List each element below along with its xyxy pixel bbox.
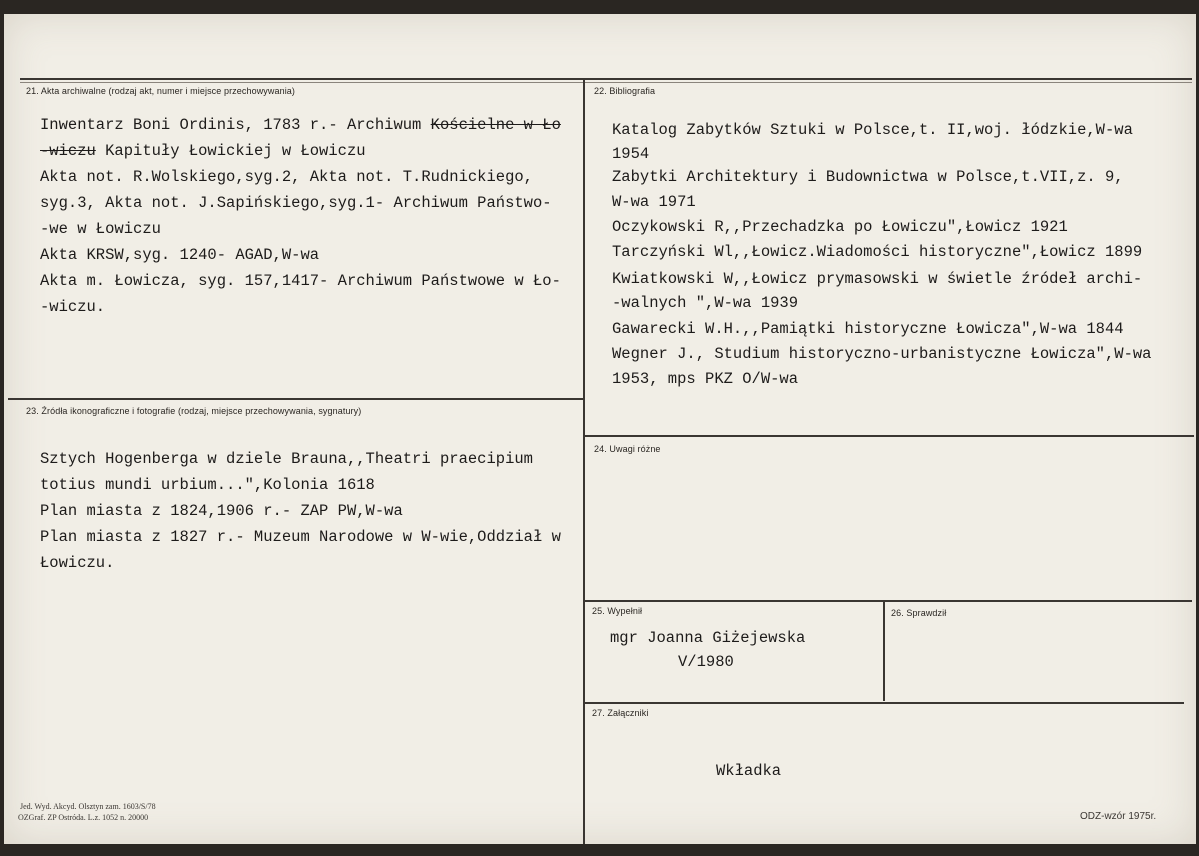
- divider-22-24: [584, 435, 1194, 437]
- section-21-line-6: Akta KRSW,syg. 1240- AGAD,W-wa: [40, 246, 320, 264]
- section-23-label: 23. Źródła ikonograficzne i fotografie (rodzaj, miejsce przechowywania, sygnatury): [26, 406, 362, 416]
- section-21-line-5: -we w Łowiczu: [40, 220, 161, 238]
- section-27-label: 27. Załączniki: [592, 708, 649, 718]
- section-22-line-9: Gawarecki W.H.,,Pamiątki historyczne Łowicza",W-wa 1844: [612, 320, 1124, 338]
- form-version: ODZ-wzór 1975r.: [1080, 811, 1157, 822]
- section-22-line-10: Wegner J., Studium historyczno-urbanistyczne Łowicza",W-wa: [612, 345, 1152, 363]
- divider-24-25: [584, 600, 1192, 602]
- section-23-line-1: Sztych Hogenberga w dziele Brauna,,Theatri praecipium: [40, 450, 533, 468]
- section-21-line-7: Akta m. Łowicza, syg. 157,1417- Archiwum Państwowe w Ło-: [40, 272, 561, 290]
- divider-25-26: [883, 601, 885, 701]
- section-25-label: 25. Wypełnił: [592, 606, 643, 616]
- section-22-line-11: 1953, mps PKZ O/W-wa: [612, 370, 799, 388]
- center-divider: [583, 78, 585, 844]
- divider-21-23: [8, 398, 584, 400]
- section-22-line-1: Katalog Zabytków Sztuki w Polsce,t. II,woj. łódzkie,W-wa: [612, 121, 1133, 139]
- section-23-line-4: Plan miasta z 1827 r.- Muzeum Narodowe w W-wie,Oddział w: [40, 528, 561, 546]
- section-21-line-1: Inwentarz Boni Ordinis, 1783 r.- Archiwum Kościelne w Ło: [40, 116, 561, 134]
- section-21-line-3: Akta not. R.Wolskiego,syg.2, Akta not. T.Rudnickiego,: [40, 168, 533, 186]
- section-22-line-8: -walnych ",W-wa 1939: [612, 294, 799, 312]
- attachment-text: Wkładka: [716, 762, 782, 780]
- section-22-line-4: W-wa 1971: [612, 193, 696, 211]
- section-21-label: 21. Akta archiwalne (rodzaj akt, numer i miejsce przechowywania): [26, 86, 296, 96]
- section-22-line-2: 1954: [612, 145, 650, 163]
- section-22-label: 22. Bibliografia: [594, 86, 656, 96]
- section-23-line-3: Plan miasta z 1824,1906 r.- ZAP PW,W-wa: [40, 502, 403, 520]
- divider-25-27: [584, 702, 1184, 704]
- section-23-line-2: totius mundi urbium...",Kolonia 1618: [40, 476, 375, 494]
- section-24-label: 24. Uwagi różne: [594, 444, 661, 454]
- printer-info-line-2: OZGraf. ZP Ostróda. L.z. 1052 n. 20000: [18, 813, 149, 822]
- section-26-label: 26. Sprawdził: [891, 608, 947, 618]
- record-card: [4, 14, 1196, 844]
- section-21-line-2: -wiczu Kapituły Łowickiej w Łowiczu: [40, 142, 366, 160]
- section-23-line-5: Łowiczu.: [40, 554, 115, 572]
- section-22-line-5: Oczykowski R,,Przechadzka po Łowiczu",Łowicz 1921: [612, 218, 1068, 236]
- section-22-line-3: Zabytki Architektury i Budownictwa w Polsce,t.VII,z. 9,: [612, 168, 1124, 186]
- top-rule-thin: [20, 82, 1192, 83]
- printer-info-line-1: Jed. Wyd. Akcyd. Olsztyn zam. 1603/S/78: [20, 802, 156, 811]
- section-22-line-7: Kwiatkowski W,,Łowicz prymasowski w świetle źródeł archi-: [612, 270, 1143, 288]
- filled-by-name: mgr Joanna Giżejewska: [610, 629, 806, 647]
- section-21-line-8: -wiczu.: [40, 298, 106, 316]
- top-rule: [20, 78, 1192, 80]
- section-21-line-4: syg.3, Akta not. J.Sapińskiego,syg.1- Archiwum Państwo-: [40, 194, 552, 212]
- section-22-line-6: Tarczyński Wl,,Łowicz.Wiadomości historyczne",Łowicz 1899: [612, 243, 1143, 261]
- filled-by-date: V/1980: [678, 653, 734, 671]
